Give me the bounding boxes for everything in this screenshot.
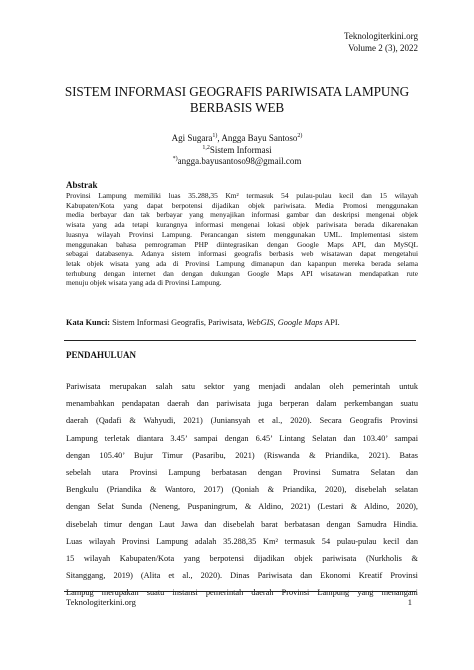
footer-divider (64, 591, 416, 592)
abstract-line: sebagai databasenya. Adanya sistem informasi geografis berbasis web wisatawan dapat mengetahui (66, 249, 418, 259)
email-address: angga.bayusantoso98@gmail.com (177, 156, 302, 166)
email-sup: *) (172, 156, 178, 162)
body-line: disebelah timur dengan Laut Jawa dan disebelah barat berbatasan dengan Samudra Hindia. (66, 519, 418, 529)
email-line (60, 156, 414, 168)
author-2-sup: 2) (297, 133, 303, 139)
intro-body (66, 378, 418, 602)
journal-header (344, 30, 418, 54)
keywords-plain: Sistem Informasi Geografis, Pariwisata, (110, 318, 247, 327)
affiliation: Sistem Informasi (209, 144, 272, 155)
body-line: dengan Selat Sunda (Neneng, Puspaningrum, & Aldino, 2021) (Lestari & Aldino, 2020), (66, 502, 418, 512)
title-line-1: SISTEM INFORMASI GEOGRAFIS PARIWISATA LAMPUNG (64, 84, 410, 99)
author-1: Agi Sugara (171, 133, 213, 143)
section-heading: PENDAHULUAN (66, 350, 137, 360)
footer-site: Teknologiterkini.org (66, 597, 136, 607)
journal-name: Teknologiterkini.org (344, 31, 418, 41)
title-line-2: BERBASIS WEB (189, 99, 285, 115)
abstract-line: wisata yang ada tetapi kurangnya informasi mengenai lokasi objek pariwisata berada dikarenakan (66, 220, 418, 230)
body-line: Sitanggang, 2019) (Alita et al., 2020). Dinas Pariwisata dan Ekonomi Kreatif Provinsi (66, 571, 418, 581)
page-number: 1 (407, 597, 412, 607)
paper-title (60, 84, 414, 115)
author-2: Angga Bayu Santoso (221, 133, 298, 143)
author-line (60, 133, 414, 145)
abstract-heading: Abstrak (66, 180, 98, 190)
abstract-line: terhubung dengan internet dan dengan dukungan Google Maps API wisatawan mendapatkan rute (66, 268, 418, 278)
body-line: Lampug merupakan suatu instansi pemerintah daerah Provinsi Lampung yang menangani (66, 588, 418, 598)
body-line: menambahkan pendapatan daerah dan pariwisata juga berperan dalam perkembangan suatu (66, 399, 418, 409)
author-block (60, 133, 414, 168)
keywords-italic: WebGIS, Google Maps (246, 318, 323, 327)
abstract-line: luasnya wilayah Provinsi Lampung. Perancangan sistem menggunakan UML. Implementasi sistem (66, 229, 418, 239)
journal-volume: Volume 2 (3), 2022 (348, 43, 418, 53)
keywords-line (66, 318, 340, 327)
body-line: Lampung terletak diantara 3.45’ sampai dengan 6.45’ Lintang Selatan dan 103.40’ sampai (66, 433, 418, 443)
affiliation-line (60, 145, 414, 157)
body-line: daerah (Qadafi & Wahyudi, 2021) (Juniansyah et al., 2020). Secara Geografis Provinsi (66, 416, 418, 426)
body-line: sebelah utara Provinsi Lampung berbatasan dengan Provinsi Sumatra Selatan dan (66, 468, 418, 478)
body-line: dengan 105.40’ Bujur Timur (Pasaribu, 2021) (Riswanda & Priandika, 2021). Batas (66, 450, 418, 460)
abstract-line: Provinsi Lampung memiliki luas 35.288,35 Km² termasuk 54 pulau-pulau kecil dan 15 wilayah (66, 191, 418, 200)
abstract-line: Kabupaten/Kota yang dapat berpotensi dijadikan objek pariwisata. Media Promosi menggunakan (66, 200, 418, 210)
abstract-line: media berbayar dan tak berbayar yang menyajikan informasi gambar dan deskripsi mengenai objek (66, 210, 418, 220)
body-line: Bengkulu (Priandika & Wantoro, 2017) (Qoniah & Priandika, 2020), disebelah selatan (66, 485, 418, 495)
body-line: Luas wilayah Provinsi Lampung adalah 35.288,35 Km² termasuk 54 pulau-pulau kecil dan (66, 536, 418, 546)
author-1-sup: 1) (212, 133, 218, 139)
affiliation-sup: 1,2 (202, 144, 210, 151)
abstract-line: menuju objek wisata yang ada di Provinsi Lampung. (66, 278, 222, 288)
body-line: Pariwisata merupakan salah satu sektor yang menjadi andalan oleh pemerintah untuk (66, 382, 418, 391)
abstract-line: menggunakan bahasa pemrograman PHP diintegrasikan dengan Google Maps API, dan MySQL (66, 239, 418, 249)
abstract-line: letak objek wisata yang ada di Provinsi Lampung dimanapun dan kapanpun mereka berada selama (66, 258, 418, 268)
keywords-label: Kata Kunci: (66, 318, 111, 327)
author-separator: , (217, 133, 222, 143)
section-divider (64, 340, 416, 341)
body-line: 15 wilayah Kabupaten/Kota yang berpotensi dijadikan objek pariwisata (Nurkholis & (66, 554, 418, 564)
abstract-body (66, 191, 418, 288)
keywords-end: API. (322, 318, 340, 327)
